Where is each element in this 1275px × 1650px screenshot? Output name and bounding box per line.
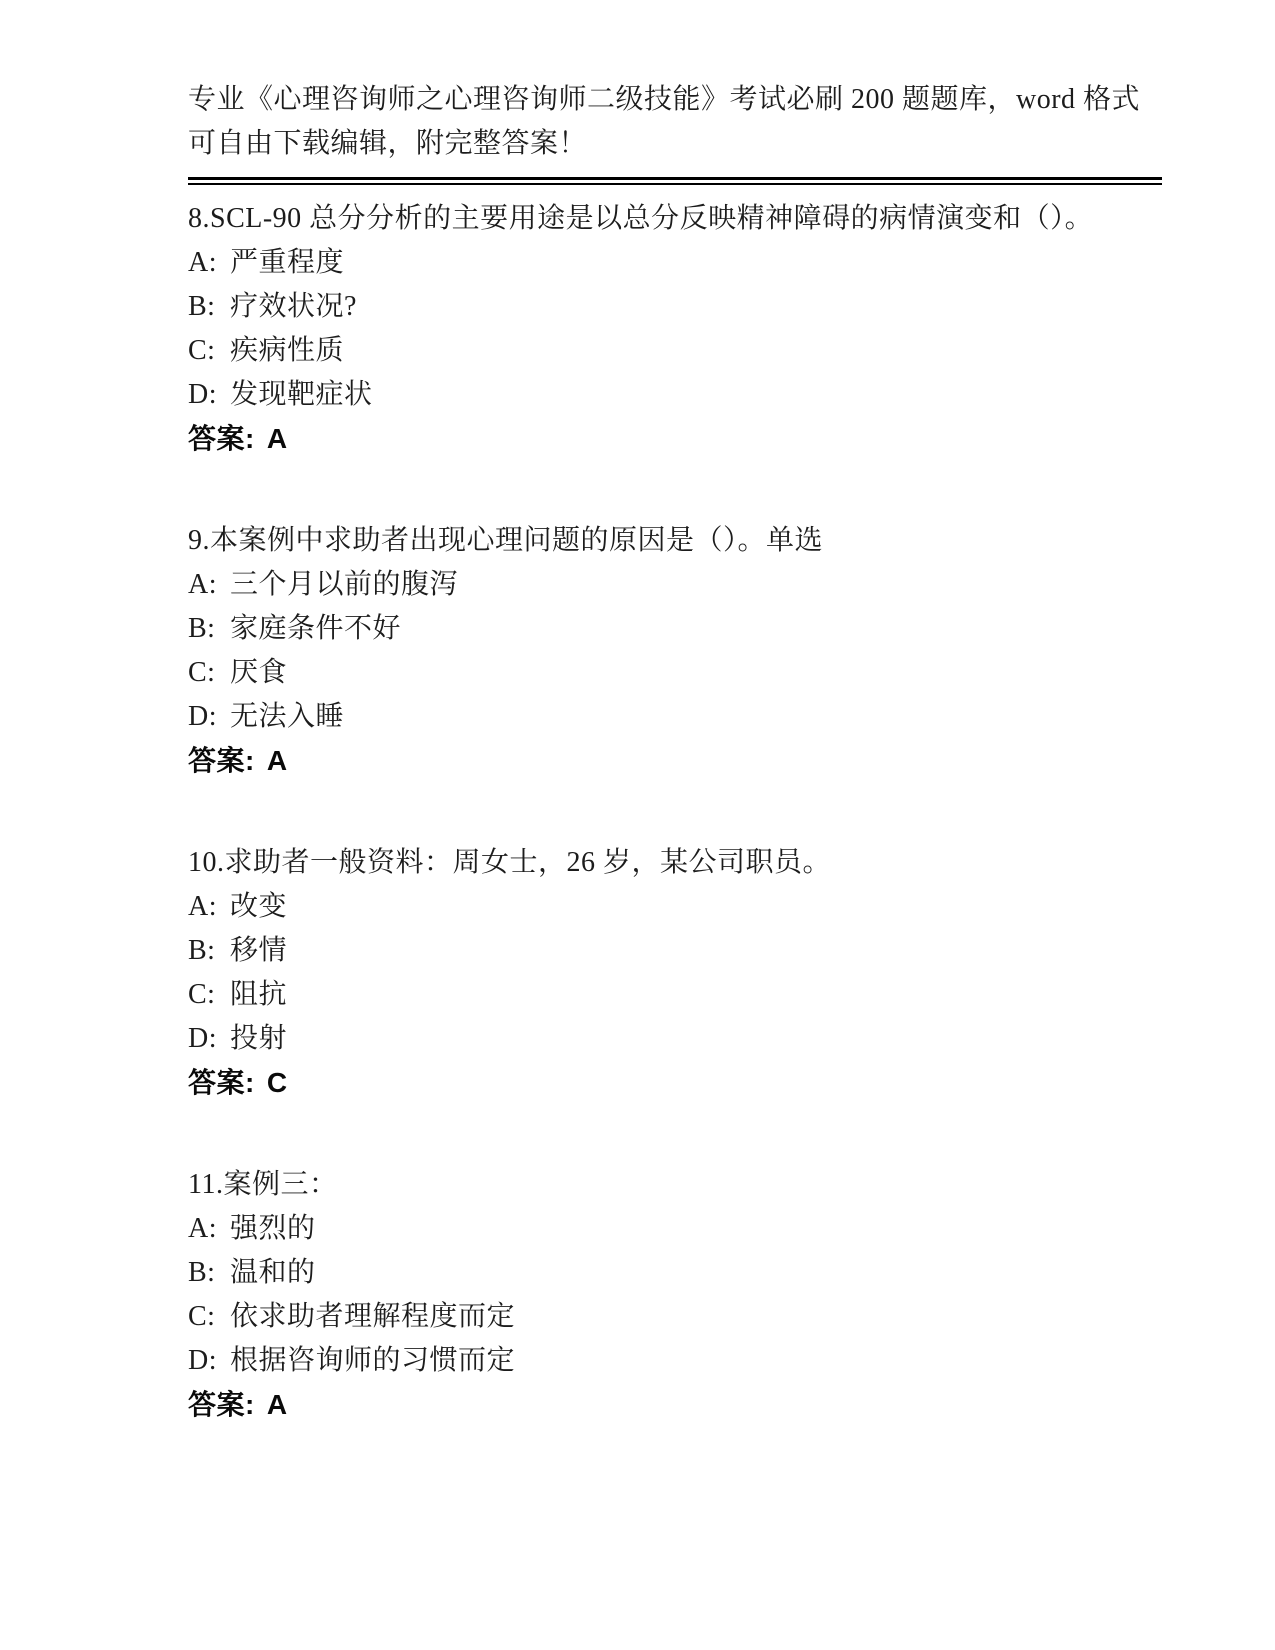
question-block — [188, 841, 1168, 1105]
option-line — [188, 1207, 1168, 1251]
option-text: 无法入睡 — [230, 701, 345, 732]
option-text: 投射 — [230, 1023, 288, 1054]
option-label: B: — [188, 613, 216, 644]
option-text: 发现靶症状 — [230, 379, 373, 410]
question-body: SCL-90 总分分析的主要用途是以总分反映精神障碍的病情演变和（）。 — [210, 203, 1094, 234]
option-text: 温和的 — [230, 1257, 316, 1288]
answer-value: C — [266, 1067, 288, 1098]
option-label: B: — [188, 291, 216, 322]
option-label: A: — [188, 247, 217, 278]
question-block — [188, 1163, 1168, 1427]
question-text-line — [188, 841, 1168, 885]
option-text: 阻抗 — [230, 979, 288, 1010]
option-label: B: — [188, 935, 216, 966]
option-line — [188, 329, 1168, 373]
option-line — [188, 885, 1168, 929]
answer-line — [188, 1383, 1168, 1427]
question-text-line — [188, 197, 1168, 241]
answer-label: 答案: — [188, 1389, 255, 1420]
option-text: 移情 — [230, 935, 288, 966]
option-label: C: — [188, 657, 216, 688]
option-line — [188, 563, 1168, 607]
answer-label: 答案: — [188, 745, 255, 776]
document-header — [188, 78, 1168, 185]
option-label: D: — [188, 379, 217, 410]
option-line — [188, 973, 1168, 1017]
option-label: A: — [188, 891, 217, 922]
question-block — [188, 519, 1168, 783]
option-text: 改变 — [230, 891, 288, 922]
document-content — [188, 78, 1168, 1427]
option-line — [188, 929, 1168, 973]
option-line — [188, 607, 1168, 651]
answer-value: A — [266, 1389, 288, 1420]
option-line — [188, 373, 1168, 417]
option-text: 疾病性质 — [230, 335, 345, 366]
header-text: 专业《心理咨询师之心理咨询师二级技能》考试必刷 200 题题库，word 格式可自由下载编辑，附完整答案！ — [188, 84, 1141, 159]
option-label: B: — [188, 1257, 216, 1288]
option-text: 根据咨询师的习惯而定 — [230, 1345, 516, 1376]
answer-value: A — [266, 423, 288, 454]
header-divider — [188, 177, 1162, 185]
option-line — [188, 1017, 1168, 1061]
option-text: 依求助者理解程度而定 — [230, 1301, 516, 1332]
option-label: D: — [188, 1345, 217, 1376]
question-text-line — [188, 519, 1168, 563]
option-text: 家庭条件不好 — [230, 613, 402, 644]
question-body: 求助者一般资料：周女士，26 岁，某公司职员。 — [224, 847, 832, 878]
option-line — [188, 285, 1168, 329]
options-list — [188, 563, 1168, 739]
answer-label: 答案: — [188, 423, 255, 454]
option-label: D: — [188, 1023, 217, 1054]
options-list — [188, 1207, 1168, 1383]
answer-value: A — [266, 745, 288, 776]
option-line — [188, 1295, 1168, 1339]
option-label: D: — [188, 701, 217, 732]
answer-label: 答案: — [188, 1067, 255, 1098]
option-text: 三个月以前的腹泻 — [230, 569, 459, 600]
option-text: 严重程度 — [230, 247, 345, 278]
option-line — [188, 1339, 1168, 1383]
question-body: 本案例中求助者出现心理问题的原因是（）。单选 — [210, 525, 824, 556]
options-list — [188, 241, 1168, 417]
option-label: A: — [188, 1213, 217, 1244]
questions-list — [188, 197, 1168, 1427]
option-line — [188, 1251, 1168, 1295]
answer-line — [188, 1061, 1168, 1105]
answer-line — [188, 739, 1168, 783]
question-number: 11. — [188, 1169, 224, 1200]
option-label: C: — [188, 335, 216, 366]
question-text-line — [188, 1163, 1168, 1207]
option-label: C: — [188, 1301, 216, 1332]
options-list — [188, 885, 1168, 1061]
option-label: A: — [188, 569, 217, 600]
option-text: 厌食 — [230, 657, 288, 688]
option-text: 疗效状况? — [230, 291, 357, 322]
question-number: 9. — [188, 525, 210, 556]
question-block — [188, 197, 1168, 461]
question-number: 8. — [188, 203, 210, 234]
option-text: 强烈的 — [230, 1213, 316, 1244]
option-line — [188, 651, 1168, 695]
question-body: 案例三： — [223, 1169, 338, 1200]
answer-line — [188, 417, 1168, 461]
question-number: 10. — [188, 847, 225, 878]
option-line — [188, 695, 1168, 739]
option-label: C: — [188, 979, 216, 1010]
option-line — [188, 241, 1168, 285]
